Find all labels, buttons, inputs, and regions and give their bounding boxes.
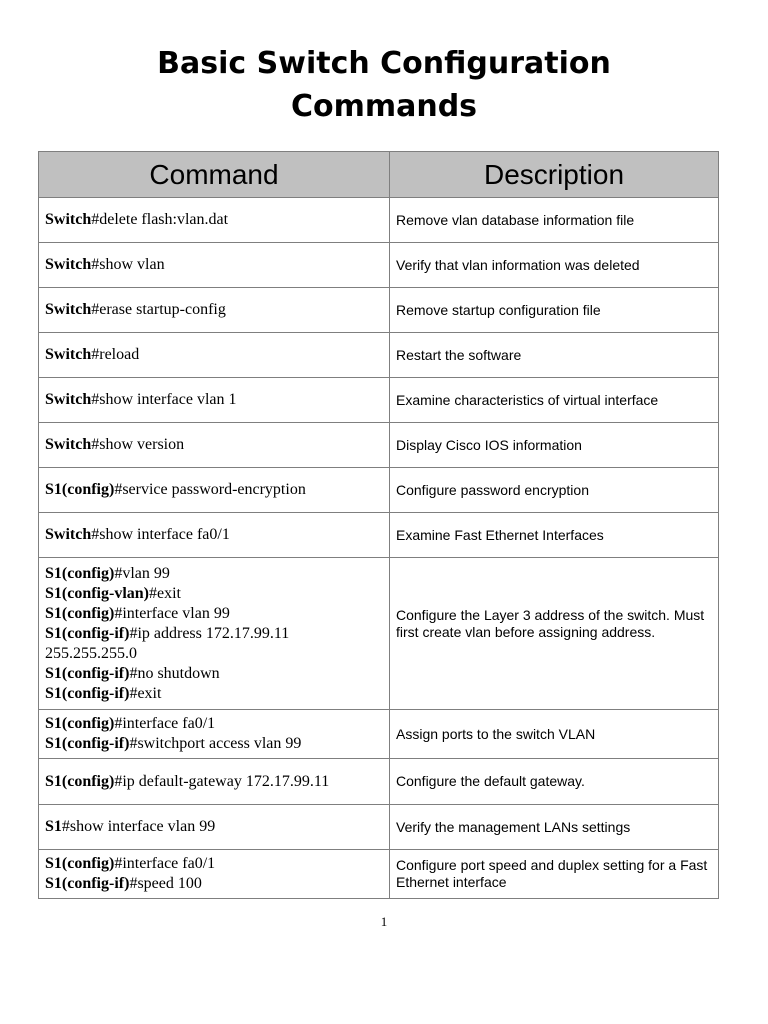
table-row xyxy=(39,513,719,558)
command-text: #show interface fa0/1 xyxy=(91,526,230,543)
command-cell xyxy=(39,198,390,243)
command-text: 255.255.255.0 xyxy=(45,644,137,662)
description-cell: Display Cisco IOS information xyxy=(390,423,719,468)
command-text: #service password-encryption xyxy=(114,481,306,498)
command-line xyxy=(45,564,383,584)
command-cell xyxy=(39,333,390,378)
command-cell xyxy=(39,288,390,333)
description-cell: Remove startup configuration file xyxy=(390,288,719,333)
command-line xyxy=(45,714,383,734)
command-text: #ip address 172.17.99.11 xyxy=(129,624,290,642)
table-row xyxy=(39,558,719,710)
command-line xyxy=(45,480,383,500)
description-cell: Configure the default gateway. xyxy=(390,759,719,805)
table-row xyxy=(39,759,719,805)
command-text: #ip default-gateway 172.17.99.11 xyxy=(114,772,330,790)
command-line xyxy=(45,604,383,624)
prompt: S1(config) xyxy=(45,481,115,498)
prompt: S1(config-if) xyxy=(45,735,130,752)
command-line xyxy=(45,874,383,894)
command-text: #exit xyxy=(129,684,162,702)
title-line-2: Commands xyxy=(290,89,478,124)
description-cell: Configure the Layer 3 address of the switch. Must first create vlan before assigning address. xyxy=(390,558,719,710)
description-cell: Restart the software xyxy=(390,333,719,378)
command-text: #speed 100 xyxy=(129,875,202,892)
command-line xyxy=(45,854,383,874)
description-cell: Examine characteristics of virtual interface xyxy=(390,378,719,423)
command-text: #show vlan xyxy=(91,256,165,273)
prompt: S1(config-if) xyxy=(45,875,130,892)
command-cell xyxy=(39,759,390,805)
command-cell xyxy=(39,378,390,423)
prompt: S1(config-vlan) xyxy=(45,584,149,602)
prompt: S1(config) xyxy=(45,772,115,790)
prompt: S1(config-if) xyxy=(45,624,130,642)
document-title xyxy=(0,42,768,128)
command-line xyxy=(45,345,383,365)
page-number: 1 xyxy=(380,914,388,929)
command-text: #interface vlan 99 xyxy=(114,604,230,622)
table-row xyxy=(39,198,719,243)
prompt: Switch xyxy=(45,256,92,273)
prompt: Switch xyxy=(45,211,92,228)
command-line xyxy=(45,210,383,230)
prompt: S1 xyxy=(45,818,62,835)
description-cell: Configure password encryption xyxy=(390,468,719,513)
command-text: #delete flash:vlan.dat xyxy=(91,211,229,228)
table-row xyxy=(39,423,719,468)
command-cell xyxy=(39,468,390,513)
command-text: #switchport access vlan 99 xyxy=(129,735,302,752)
prompt: S1(config) xyxy=(45,604,115,622)
command-line xyxy=(45,664,383,684)
prompt: Switch xyxy=(45,391,92,408)
command-cell xyxy=(39,850,390,899)
command-line xyxy=(45,300,383,320)
command-line xyxy=(45,525,383,545)
command-text: #erase startup-config xyxy=(91,301,226,318)
table-row xyxy=(39,243,719,288)
description-cell: Assign ports to the switch VLAN xyxy=(390,710,719,759)
command-line xyxy=(45,255,383,275)
command-text: #vlan 99 xyxy=(114,564,170,582)
prompt: Switch xyxy=(45,526,92,543)
header-command: Command xyxy=(39,152,390,198)
command-line xyxy=(45,772,383,792)
table-row xyxy=(39,850,719,899)
command-text: #interface fa0/1 xyxy=(114,715,216,732)
prompt: S1(config) xyxy=(45,564,115,582)
command-text: #exit xyxy=(149,584,181,602)
command-line xyxy=(45,584,383,604)
command-text: #interface fa0/1 xyxy=(114,855,216,872)
command-cell xyxy=(39,558,390,710)
command-line xyxy=(45,684,383,704)
command-line xyxy=(45,435,383,455)
table-header-row xyxy=(39,152,719,198)
table-row xyxy=(39,468,719,513)
prompt: S1(config-if) xyxy=(45,664,130,682)
description-cell: Examine Fast Ethernet Interfaces xyxy=(390,513,719,558)
command-line xyxy=(45,734,383,754)
command-line xyxy=(45,644,383,664)
description-cell: Configure port speed and duplex setting for a Fast Ethernet interface xyxy=(390,850,719,899)
command-line xyxy=(45,624,383,644)
command-text: #show version xyxy=(91,436,185,453)
command-cell xyxy=(39,710,390,759)
description-cell: Verify the management LANs settings xyxy=(390,805,719,850)
header-description: Description xyxy=(390,152,719,198)
description-cell: Verify that vlan information was deleted xyxy=(390,243,719,288)
title-line-1: Basic Switch Configuration xyxy=(157,46,611,81)
command-text: #no shutdown xyxy=(129,664,220,682)
prompt: S1(config) xyxy=(45,855,115,872)
table-row xyxy=(39,805,719,850)
command-cell xyxy=(39,243,390,288)
command-cell xyxy=(39,423,390,468)
command-line xyxy=(45,390,383,410)
command-text: #show interface vlan 99 xyxy=(61,818,216,835)
prompt: Switch xyxy=(45,346,92,363)
prompt: S1(config-if) xyxy=(45,684,130,702)
description-cell: Remove vlan database information file xyxy=(390,198,719,243)
table-row xyxy=(39,378,719,423)
command-text: #reload xyxy=(91,346,140,363)
table-row xyxy=(39,710,719,759)
commands-table xyxy=(38,151,719,899)
command-text: #show interface vlan 1 xyxy=(91,391,237,408)
command-cell xyxy=(39,805,390,850)
command-line xyxy=(45,817,383,837)
table-row xyxy=(39,288,719,333)
prompt: Switch xyxy=(45,301,92,318)
prompt: S1(config) xyxy=(45,715,115,732)
table-row xyxy=(39,333,719,378)
prompt: Switch xyxy=(45,436,92,453)
command-cell xyxy=(39,513,390,558)
